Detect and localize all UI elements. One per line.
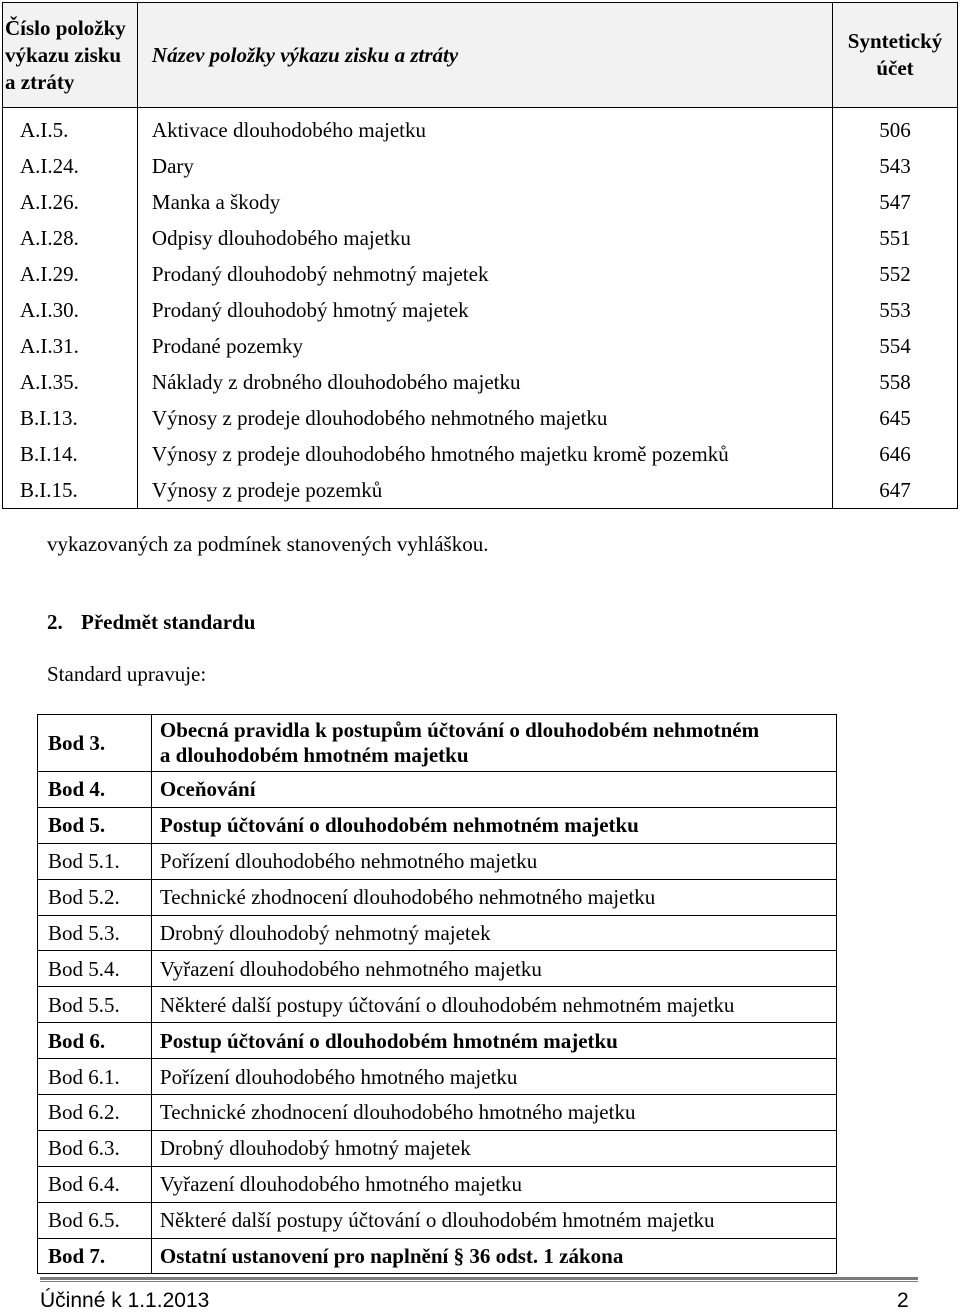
intro-text: Standard upravuje: [47, 662, 207, 686]
section-title [151, 843, 836, 879]
table-row [38, 1059, 837, 1095]
table-row [38, 715, 837, 772]
title-line: Oceňování [159, 777, 256, 802]
title-line: Drobný dlouhodobý nehmotný majetek [159, 921, 491, 945]
table-row [3, 364, 958, 400]
title-line: Ostatní ustanovení pro naplnění § 36 odst. 1 zákona [159, 1244, 624, 1269]
account-number: 506 [833, 108, 958, 149]
item-name: Náklady z drobného dlouhodobého majetku [137, 364, 832, 400]
title-line: a dlouhodobém hmotném majetku [159, 743, 469, 767]
title-line: Pořízení dlouhodobého nehmotného majetku [159, 849, 538, 874]
table-row [38, 772, 837, 808]
section-ref: Bod 4. [38, 772, 152, 808]
section-ref: Bod 5.1. [38, 843, 152, 879]
section-title [151, 1023, 836, 1059]
section-number: 2. [47, 610, 63, 634]
table-row [3, 292, 958, 328]
profit-loss-items-table [2, 2, 958, 509]
table-row [38, 1166, 837, 1202]
section-ref: Bod 5.4. [38, 951, 152, 987]
section-title [151, 1202, 836, 1238]
item-code: A.I.30. [3, 292, 138, 328]
item-code: A.I.28. [3, 220, 138, 256]
title-line: Technické zhodnocení dlouhodobého nehmotného majetku [159, 885, 656, 910]
item-code: B.I.14. [3, 436, 138, 472]
section-title [151, 1130, 836, 1166]
table-row [3, 148, 958, 184]
item-name: Výnosy z prodeje pozemků [137, 472, 832, 509]
section-title [151, 1059, 836, 1095]
section-ref: Bod 6. [38, 1023, 152, 1059]
section-ref: Bod 6.4. [38, 1166, 152, 1202]
section-title: Předmět standardu [81, 610, 256, 634]
item-name: Výnosy z prodeje dlouhodobého hmotného majetku kromě pozemků [137, 436, 832, 472]
table-row [38, 1095, 837, 1131]
item-name: Odpisy dlouhodobého majetku [137, 220, 832, 256]
table-row [38, 987, 837, 1023]
item-name: Prodaný dlouhodobý hmotný majetek [137, 292, 832, 328]
section-ref: Bod 7. [38, 1238, 152, 1274]
account-number: 552 [833, 256, 958, 292]
table-row [38, 915, 837, 951]
table-row [3, 184, 958, 220]
note-text: vykazovaných za podmínek stanovených vyhláškou. [47, 532, 489, 556]
footer-divider [40, 1277, 918, 1282]
title-line: Některé další postupy účtování o dlouhodobém nehmotném majetku [159, 992, 735, 1017]
title-line: Vyřazení dlouhodobého hmotného majetku [159, 1172, 523, 1197]
account-number: 553 [833, 292, 958, 328]
account-number: 647 [833, 472, 958, 509]
table-row [3, 472, 958, 509]
title-line: Technické zhodnocení dlouhodobého hmotného majetku [159, 1100, 636, 1125]
table-row [38, 843, 837, 879]
title-line: Postup účtování o dlouhodobém hmotném majetku [159, 1028, 618, 1053]
item-name: Výnosy z prodeje dlouhodobého nehmotného majetku [137, 400, 832, 436]
account-number: 554 [833, 328, 958, 364]
item-code: A.I.24. [3, 148, 138, 184]
title-line: Postup účtování o dlouhodobém nehmotném majetku [159, 813, 639, 838]
account-number: 646 [833, 436, 958, 472]
table-row [3, 328, 958, 364]
section-title [151, 951, 836, 987]
section-ref: Bod 6.1. [38, 1059, 152, 1095]
table-row [38, 1238, 837, 1274]
section-title [151, 1166, 836, 1202]
header-item-name: Název položky výkazu zisku a ztráty [137, 3, 832, 108]
table-row [38, 879, 837, 915]
title-line: Drobný dlouhodobý hmotný majetek [159, 1136, 471, 1161]
section-title [151, 772, 836, 808]
item-code: A.I.35. [3, 364, 138, 400]
section-title [151, 715, 836, 772]
header-item-number: Číslo položky výkazu zisku a ztráty [3, 3, 138, 108]
table-body [38, 715, 837, 1274]
section-heading [47, 610, 255, 635]
table-row [3, 436, 958, 472]
table-row [3, 220, 958, 256]
item-code: B.I.15. [3, 472, 138, 509]
title-line: Některé další postupy účtování o dlouhodobém hmotném majetku [159, 1208, 715, 1233]
table-row [3, 256, 958, 292]
title-line: Pořízení dlouhodobého hmotného majetku [159, 1064, 518, 1089]
title-line: Vyřazení dlouhodobého nehmotného majetku [159, 956, 542, 981]
account-number: 645 [833, 400, 958, 436]
item-name: Prodaný dlouhodobý nehmotný majetek [137, 256, 832, 292]
standard-contents-table [37, 714, 837, 1274]
title-line: Obecná pravidla k postupům účtování o dlouhodobém nehmotném [159, 718, 760, 742]
section-ref: Bod 3. [38, 715, 152, 772]
table-body [3, 108, 958, 509]
section-title [151, 915, 836, 951]
effective-date: Účinné k 1.1.2013 [40, 1289, 210, 1312]
section-ref: Bod 6.2. [38, 1095, 152, 1131]
table-row [3, 400, 958, 436]
table-row [3, 108, 958, 149]
section-title [151, 879, 836, 915]
item-name: Dary [137, 148, 832, 184]
section-ref: Bod 5.5. [38, 987, 152, 1023]
page-number: 2 [897, 1289, 909, 1312]
table-header-row [3, 3, 958, 108]
item-code: A.I.26. [3, 184, 138, 220]
item-code: A.I.31. [3, 328, 138, 364]
account-number: 543 [833, 148, 958, 184]
table-row [38, 1023, 837, 1059]
table-row [38, 1202, 837, 1238]
item-name: Prodané pozemky [137, 328, 832, 364]
item-code: A.I.5. [3, 108, 138, 149]
section-title [151, 987, 836, 1023]
section-ref: Bod 5. [38, 807, 152, 843]
table-row [38, 807, 837, 843]
account-number: 551 [833, 220, 958, 256]
account-number: 547 [833, 184, 958, 220]
account-number: 558 [833, 364, 958, 400]
item-name: Manka a škody [137, 184, 832, 220]
section-title [151, 1238, 836, 1274]
section-ref: Bod 5.2. [38, 879, 152, 915]
section-ref: Bod 5.3. [38, 915, 152, 951]
section-title [151, 1095, 836, 1131]
section-title [151, 807, 836, 843]
item-code: B.I.13. [3, 400, 138, 436]
item-name: Aktivace dlouhodobého majetku [137, 108, 832, 149]
section-ref: Bod 6.3. [38, 1130, 152, 1166]
item-code: A.I.29. [3, 256, 138, 292]
table-row [38, 1130, 837, 1166]
table-row [38, 951, 837, 987]
header-synthetic-account: Syntetický účet [833, 3, 958, 108]
section-ref: Bod 6.5. [38, 1202, 152, 1238]
